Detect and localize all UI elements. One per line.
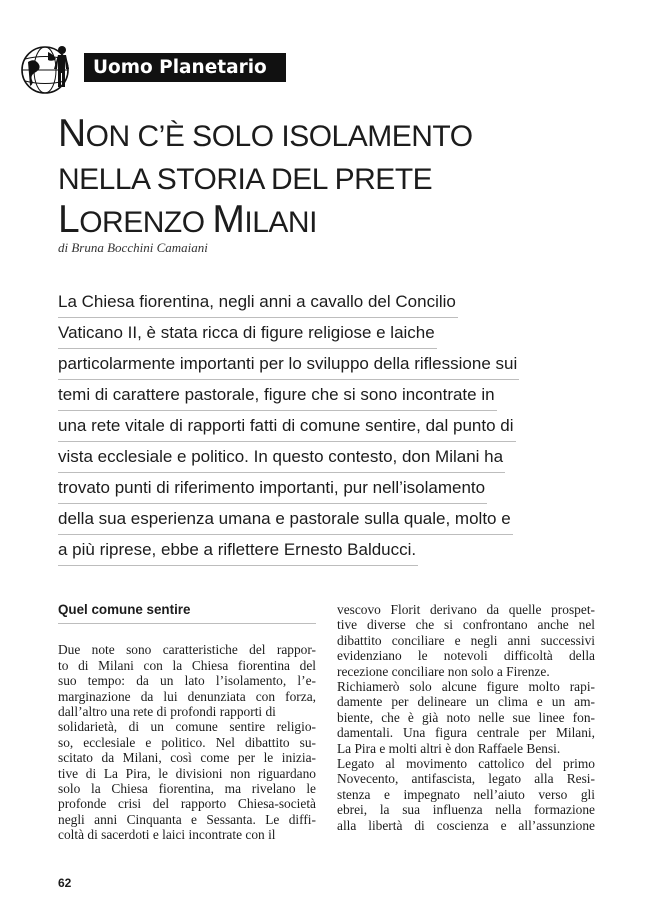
title-line-1: NON C’È SOLO ISOLAMENTO <box>58 112 473 155</box>
lead-line <box>58 287 588 318</box>
column-line: tive diverse che si confrontano anche nel <box>337 617 595 633</box>
lead-line <box>58 349 588 380</box>
lead-line-text: a più riprese, ebbe a riflettere Ernesto Balducci. <box>58 535 418 566</box>
column-line: La Pira e molti altri è don Raffaele Bensi. <box>337 740 561 756</box>
column-line: negli anni Cinquanta e Sessanta. Le diffi- <box>58 811 316 827</box>
section-label: Uomo Planetario <box>84 53 286 82</box>
column-line: profonde crisi del rapporto Chiesa-società <box>58 796 316 812</box>
right-column-text <box>337 602 595 833</box>
left-column-text <box>58 642 316 842</box>
column-line: recezione conciliare non solo a Firenze. <box>337 663 550 679</box>
lead-line-text: temi di carattere pastorale, figure che si sono incontrate in <box>58 380 497 411</box>
lead-line-text: una rete vitale di rapporti fatti di comune sentire, dal punto di <box>58 411 516 442</box>
column-line: evidenziano le notevoli difficoltà della <box>337 648 595 664</box>
left-column <box>58 602 316 843</box>
right-column <box>337 602 595 833</box>
title-line-3: LORENZO MILANI <box>58 198 317 241</box>
globe-man-icon <box>18 38 80 100</box>
lead-line-text: trovato punti di riferimento importanti, pur nell’isolamento <box>58 473 487 504</box>
lead-line <box>58 535 588 566</box>
lead-line <box>58 473 588 504</box>
column-line: damentali. Una figura centrale per Milani, <box>337 725 595 741</box>
column-line: scitato da Milani, così come per le inizia- <box>58 750 316 766</box>
lead-line-text: La Chiesa fiorentina, negli anni a cavallo del Concilio <box>58 287 458 318</box>
column-line: Due note sono caratteristiche del rappor- <box>58 642 316 658</box>
lead-line <box>58 504 588 535</box>
column-line: to di Milani con la Chiesa fiorentina del <box>58 657 316 673</box>
lead-line-text: della sua esperienza umana e pastorale sulla quale, molto e <box>58 504 513 535</box>
column-line: coltà di sacerdoti e laici incontrate con il <box>58 827 276 843</box>
column-line: Richiamerò solo alcune figure molto rapi- <box>337 679 595 695</box>
column-line: biente, che è già noto nelle sue linee fon- <box>337 709 595 725</box>
column-line: alla libertà di coscienza e all’assunzione <box>337 817 595 833</box>
column-line: tive di La Pira, le divisioni non riguardano <box>58 765 316 781</box>
column-line: ebrei, la sua influenza nella formazione <box>337 802 595 818</box>
column-line: vescovo Florit derivano da quelle prospet- <box>337 602 595 617</box>
title-line-2: NELLA STORIA DEL PRETE <box>58 163 433 196</box>
column-line: Legato al movimento cattolico del primo <box>337 756 595 772</box>
column-line: dall’altro una rete di profondi rapporti di <box>58 704 276 720</box>
column-line: Novecento, antifascista, legato alla Resi- <box>337 771 595 787</box>
lead-line <box>58 318 588 349</box>
column-line: stenza e impegnato nell’aiuto verso gli <box>337 786 595 802</box>
lead-line <box>58 442 588 473</box>
column-line: solidarietà, di un comune sentire religio- <box>58 719 316 735</box>
byline: di Bruna Bocchini Camaiani <box>58 240 208 255</box>
lead-line <box>58 411 588 442</box>
lead-line-text: vista ecclesiale e politico. In questo contesto, don Milani ha <box>58 442 505 473</box>
lead-line-text: particolarmente importanti per lo sviluppo della riflessione sui <box>58 349 519 380</box>
column-line: marginazione da lui denunziata con forza, <box>58 688 316 704</box>
article-title <box>58 114 628 243</box>
subheading: Quel comune sentire <box>58 602 316 624</box>
column-line: damente per delineare un clima e un am- <box>337 694 595 710</box>
lead-line-text: Vaticano II, è stata ricca di figure religiose e laiche <box>58 318 437 349</box>
column-line: suo tempo: da un lato l’isolamento, l’e- <box>58 673 316 689</box>
column-line: so, ecclesiale e politico. Nel dibattito su- <box>58 734 316 750</box>
page-number: 62 <box>58 876 72 890</box>
column-line: solo la Chiesa fiorentina, ma rivelano le <box>58 781 316 797</box>
column-line: dibattito conciliare e negli anni successivi <box>337 632 595 648</box>
lead-line <box>58 380 588 411</box>
lead-paragraph <box>58 287 588 566</box>
